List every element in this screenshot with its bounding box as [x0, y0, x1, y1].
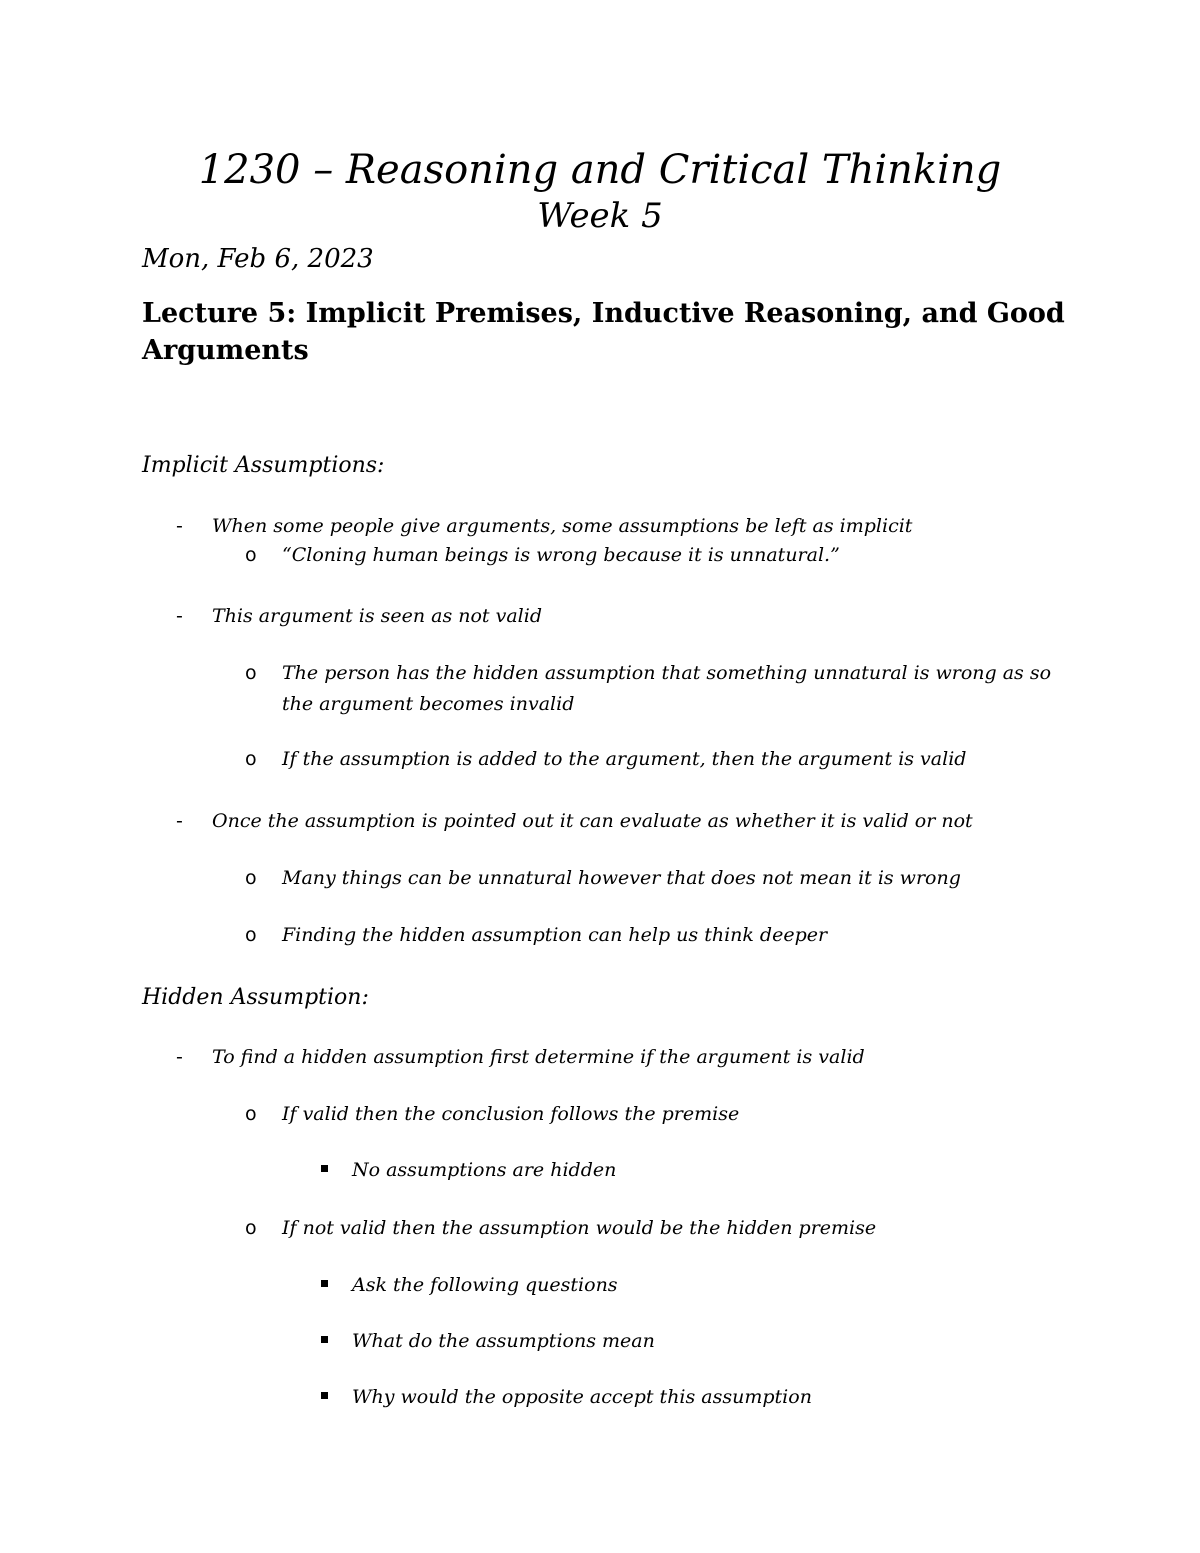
bullet-item: This argument is seen as not valid — [212, 605, 542, 627]
section-heading-hidden-assumption: Hidden Assumption: — [142, 985, 369, 1010]
sub-bullet-item: Many things can be unnatural however that does not mean it is wrong — [282, 867, 961, 889]
dash-bullet: - — [176, 1046, 183, 1068]
dash-bullet: - — [176, 605, 183, 627]
tertiary-bullet-item: What do the assumptions mean — [352, 1330, 655, 1352]
tertiary-bullet-item: Ask the following questions — [352, 1274, 618, 1296]
dash-bullet: - — [176, 810, 183, 832]
bullet-item: Once the assumption is pointed out it can evaluate as whether it is valid or not — [212, 810, 973, 832]
circle-bullet: o — [245, 748, 257, 770]
sub-bullet-item: If not valid then the assumption would be the hidden premise — [282, 1217, 877, 1239]
sub-bullet-item: “Cloning human beings is wrong because it is unnatural.” — [282, 544, 840, 566]
circle-bullet: o — [245, 1103, 257, 1125]
sub-bullet-item: Finding the hidden assumption can help us think deeper — [282, 924, 828, 946]
circle-bullet: o — [245, 662, 257, 684]
section-heading-implicit-assumptions: Implicit Assumptions: — [142, 453, 385, 478]
bullet-item: When some people give arguments, some assumptions be left as implicit — [212, 515, 913, 537]
square-bullet — [321, 1280, 328, 1287]
document-subtitle: Week 5 — [537, 196, 663, 236]
document-title: 1230 – Reasoning and Critical Thinking — [198, 147, 1002, 193]
lecture-date: Mon, Feb 6, 2023 — [142, 244, 374, 274]
tertiary-bullet-item: No assumptions are hidden — [352, 1159, 617, 1181]
square-bullet — [321, 1336, 328, 1343]
dash-bullet: - — [176, 515, 183, 537]
bullet-item: To find a hidden assumption first determine if the argument is valid — [212, 1046, 865, 1068]
tertiary-bullet-item: Why would the opposite accept this assumption — [352, 1386, 812, 1408]
square-bullet — [321, 1392, 328, 1399]
circle-bullet: o — [245, 924, 257, 946]
square-bullet — [321, 1165, 328, 1172]
circle-bullet: o — [245, 1217, 257, 1239]
sub-bullet-item: If the assumption is added to the argument, then the argument is valid — [282, 748, 967, 770]
lecture-title: Lecture 5: Implicit Premises, Inductive Reasoning, and Good Arguments — [142, 298, 1065, 366]
sub-bullet-item: The person has the hidden assumption that something unnatural is wrong as so the argument becomes invalid — [282, 662, 1052, 715]
circle-bullet: o — [245, 867, 257, 889]
circle-bullet: o — [245, 544, 257, 566]
sub-bullet-item: If valid then the conclusion follows the premise — [282, 1103, 740, 1125]
